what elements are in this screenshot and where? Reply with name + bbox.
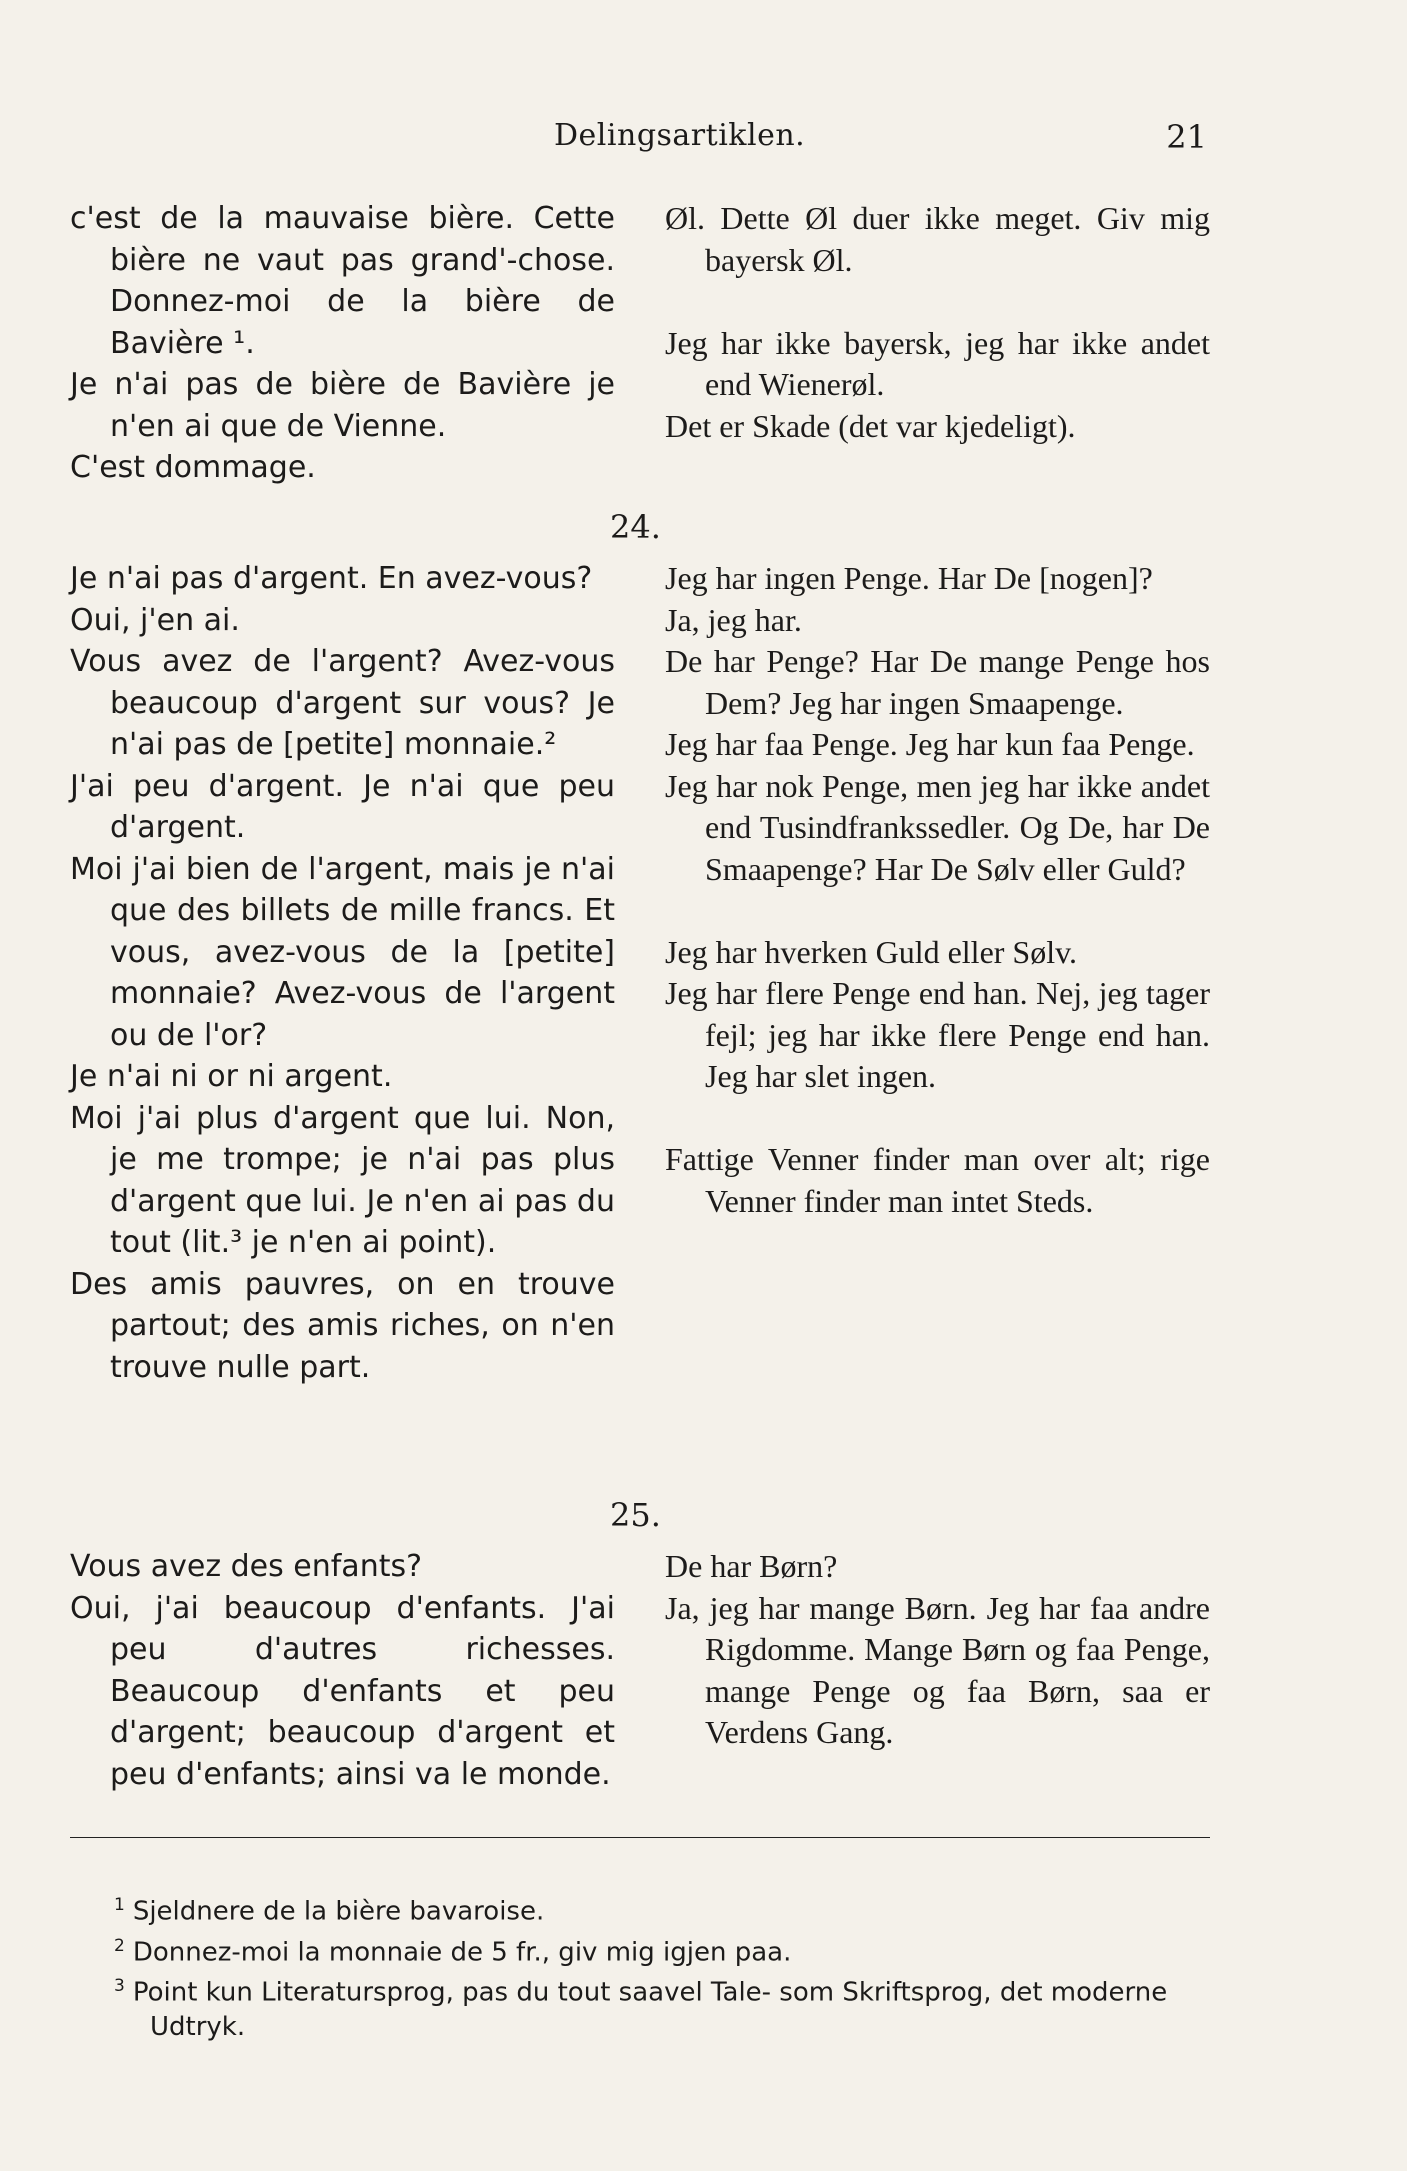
french-entry: c'est de la mauvaise bière. Cette bière ne vaut pas grand'-chose. Donnez-moi de la bière de Bavière ¹. xyxy=(70,201,615,361)
footnote-mark: 1 xyxy=(114,1895,125,1915)
danish-entry: Øl. Dette Øl duer ikke meget. Giv mig bayersk Øl. xyxy=(665,200,1210,278)
running-head: Delingsartiklen. xyxy=(554,118,806,153)
danish-entry: Jeg har flere Penge end han. Nej, jeg tager fejl; jeg har ikke flere Penge end han. Jeg har slet ingen. xyxy=(665,975,1210,1094)
danish-entry: Fattige Venner finder man over alt; rige Venner finder man intet Steds. xyxy=(665,1141,1210,1219)
danish-entry: Jeg har ikke bayersk, jeg har ikke andet end Wienerøl. xyxy=(665,324,1210,402)
french-entry: Vous avez des enfants? xyxy=(70,1549,423,1584)
french-entry: Oui, j'en ai. xyxy=(70,602,240,638)
spacer xyxy=(665,890,1210,932)
french-entry: Je n'ai pas d'argent. En avez-vous? xyxy=(70,561,593,596)
danish-entry: Ja, jeg har. xyxy=(665,601,802,638)
danish-entry: Jeg har ingen Penge. Har De [nogen]? xyxy=(665,560,1153,596)
danish-column xyxy=(665,198,1210,447)
page-number: 21 xyxy=(1166,118,1207,156)
spacer xyxy=(665,1098,1210,1140)
danish-entry: De har Penge? Har De mange Penge hos Dem? Jeg har ingen Smaapenge. xyxy=(665,643,1210,721)
french-column xyxy=(70,198,615,489)
french-entry: Je n'ai pas de bière de Bavière je n'en ai que de Vienne. xyxy=(70,367,615,444)
danish-entry: Jeg har faa Penge. Jeg har kun faa Penge. xyxy=(665,726,1195,762)
footnote-rule xyxy=(70,1837,1210,1838)
french-entry: Je n'ai ni or ni argent. xyxy=(70,1059,393,1094)
french-entry: C'est dommage. xyxy=(70,450,316,485)
footnote xyxy=(70,1888,1210,1929)
french-entry: J'ai peu d'argent. Je n'ai que peu d'argent. xyxy=(70,768,615,845)
french-entry: Moi j'ai bien de l'argent, mais je n'ai que des billets de mille francs. Et vous, avez-vous de la [petite] monnaie? Avez-vous de l'argent ou de l'or? xyxy=(70,851,615,1053)
french-column xyxy=(70,558,615,1388)
footnote-text: Donnez-moi la monnaie de 5 fr., giv mig igjen paa. xyxy=(132,1937,792,1968)
french-entry: Oui, j'ai beaucoup d'enfants. J'ai peu d'autres richesses. Beaucoup d'enfants et peu d'argent; beaucoup d'argent et peu d'enfants; ainsi va le monde. xyxy=(70,1590,615,1792)
french-entry: Des amis pauvres, on en trouve partout; des amis riches, on n'en trouve nulle part. xyxy=(70,1266,615,1385)
footnote-text: Sjeldnere de la bière bavaroise. xyxy=(132,1896,545,1927)
danish-entry: De har Børn? xyxy=(665,1548,838,1584)
danish-entry: Det er Skade (det var kjedeligt). xyxy=(665,407,1076,444)
spacer xyxy=(665,281,1210,323)
danish-entry: Ja, jeg har mange Børn. Jeg har faa andre Rigdomme. Mange Børn og faa Penge, mange Penge og faa Børn, saa er Verdens Gang. xyxy=(665,1589,1210,1750)
footnote-text: Point kun Literatursprog, pas du tout saavel Tale- som Skriftsprog, det moderne Udtryk. xyxy=(132,1977,1168,2042)
danish-column xyxy=(665,1546,1210,1754)
footnote-mark: 3 xyxy=(114,1976,125,1997)
french-column xyxy=(70,1546,615,1795)
footnotes xyxy=(70,1888,1210,2044)
section-number: 25. xyxy=(610,1496,661,1534)
footnote-mark: 2 xyxy=(114,1935,125,1956)
french-entry: Vous avez de l'argent? Avez-vous beaucoup d'argent sur vous? Je n'ai pas de [petite] monnaie.² xyxy=(70,644,615,762)
page-header xyxy=(0,118,1407,162)
danish-column xyxy=(665,558,1210,1222)
section-number: 24. xyxy=(610,508,661,546)
danish-entry: Jeg har hverken Guld eller Sølv. xyxy=(665,933,1078,970)
footnote xyxy=(70,1929,1210,1970)
danish-entry: Jeg har nok Penge, men jeg har ikke andet end Tusindfrankssedler. Og De, har De Smaapenge? Har De Sølv eller Guld? xyxy=(665,767,1210,887)
footnote xyxy=(70,1969,1210,2044)
french-entry: Moi j'ai plus d'argent que lui. Non, je me trompe; je n'ai pas plus d'argent que lui. Je n'en ai pas du tout (lit.³ je n'en ai point). xyxy=(70,1100,615,1260)
